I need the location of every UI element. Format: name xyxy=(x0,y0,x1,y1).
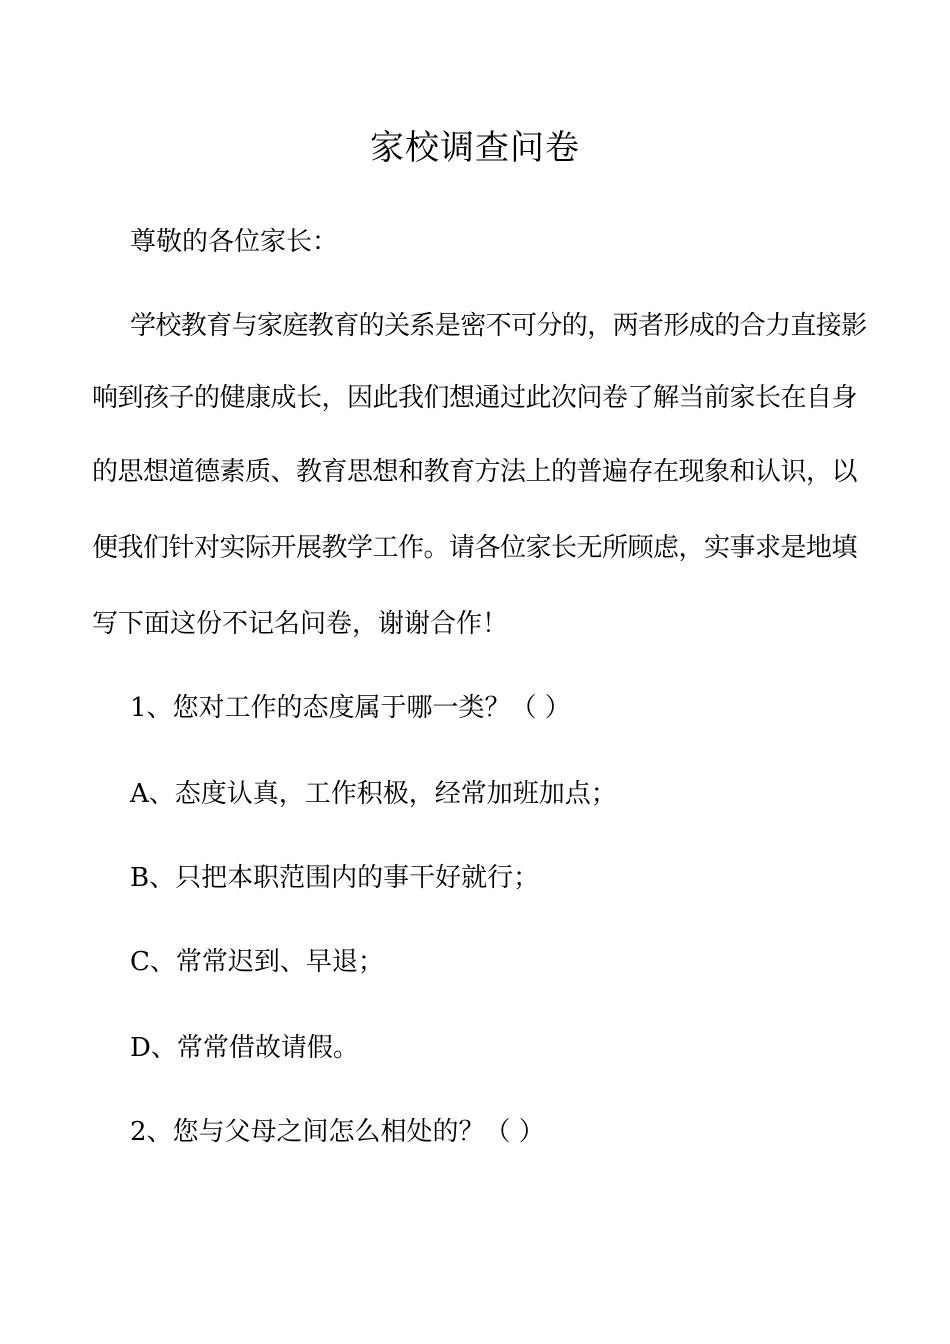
document-title: 家校调查问卷 xyxy=(370,128,580,168)
salutation: 尊敬的各位家长： xyxy=(130,227,339,257)
question-1-option-b: B、只把本职范围内的事干好就行； xyxy=(130,863,540,893)
intro-line-3: 的思想道德素质、教育思想和教育方法上的普遍存在现象和认识，以 xyxy=(92,457,858,487)
intro-line-1: 学校教育与家庭教育的关系是密不可分的，两者形成的合力直接影 xyxy=(130,311,867,341)
question-1-option-d: D、常常借故请假。 xyxy=(130,1033,359,1063)
question-1-option-c: C、常常迟到、早退； xyxy=(130,947,384,977)
question-1: 1、您对工作的态度属于哪一类？（ ） xyxy=(130,693,571,723)
intro-line-5: 写下面这份不记名问卷，谢谢合作！ xyxy=(92,609,509,639)
intro-line-2: 响到孩子的健康成长，因此我们想通过此次问卷了解当前家长在自身 xyxy=(92,383,858,413)
question-1-option-a: A、态度认真，工作积极，经常加班加点； xyxy=(130,779,617,809)
question-2: 2、您与父母之间怎么相处的？（ ） xyxy=(130,1117,545,1147)
intro-line-4: 便我们针对实际开展教学工作。请各位家长无所顾虑，实事求是地填 xyxy=(92,533,858,563)
